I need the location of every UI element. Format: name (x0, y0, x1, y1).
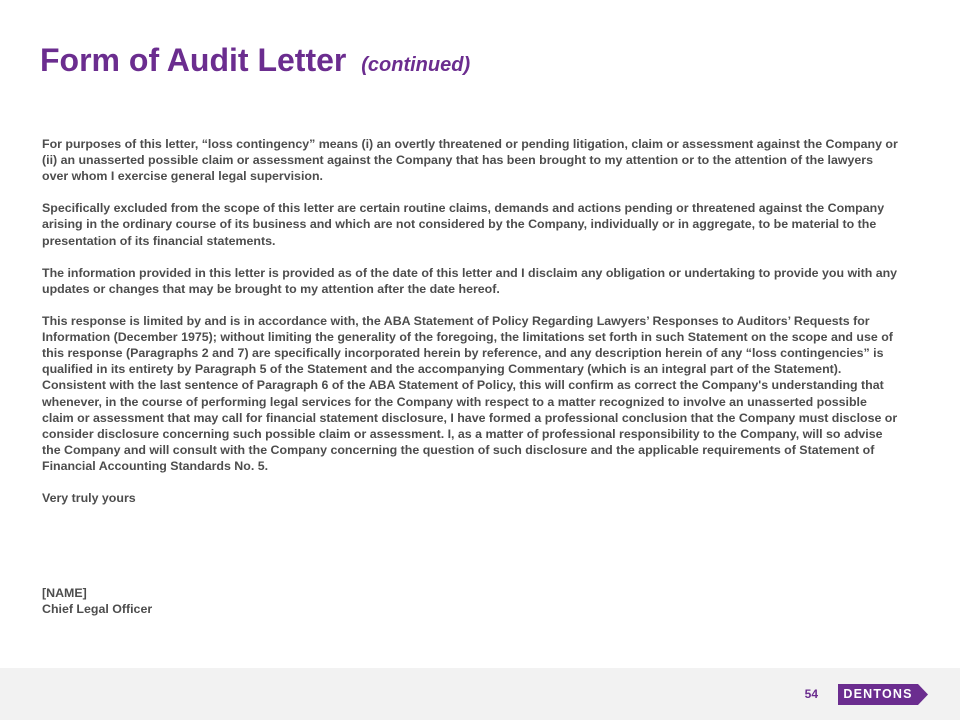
paragraph-loss-contingency: For purposes of this letter, “loss contingency” means (i) an overtly threatened or pending litigation, claim or assessment against the Company or (ii) an unasserted possible claim or assessment against the Company that has been brought to my attention or to the attention of the lawyers over whom I exercise general legal supervision. (42, 137, 898, 184)
paragraph-information-date: The information provided in this letter is provided as of the date of this letter and I disclaim any obligation or undertaking to provide you with any updates or changes that may be brought to my attention after the date hereof. (42, 265, 898, 296)
title-text: Form of Audit Letter (40, 42, 347, 78)
dentons-logo (838, 684, 928, 705)
page-number: 54 (804, 687, 818, 701)
title-subtitle: (continued) (361, 54, 471, 76)
paragraph-exclusions: Specifically excluded from the scope of this letter are certain routine claims, demands and actions pending or threatened against the Company arising in the ordinary course of its business and which are not considered by the Company, individually or in aggregate, to be material to the presentation of its financial statements. (42, 201, 885, 248)
logo-wordmark: DENTONS (843, 687, 913, 701)
signatory-position: Chief Legal Officer (42, 602, 153, 617)
paragraph-aba-statement: This response is limited by and is in accordance with, the ABA Statement of Policy Regarding Lawyers’ Responses to Auditors’ Requests for Information (December 1975); without limiting the generality of the foregoing, the limitations set forth in such Statement on the scope and use of this response (Paragraphs 2 and 7) are specifically incorporated herein by reference, and any description herein of any “loss contingencies” is qualified in its entirety by Paragraph 5 of the Statement and the accompanying Commentary (which is an integral part of the Statement). Consistent with the last sentence of Paragraph 6 of the ABA Statement of Policy, this will confirm as correct the Company's understanding that whenever, in the course of performing legal services for the Company with respect to a matter recognized to involve an unasserted possible claim or assessment that may call for financial statement disclosure, I have formed a professional conclusion that the Company must disclose or consider disclosure concerning such possible claim or assessment. I, as a matter of professional responsibility to the Company, will so advise the Company and will consult with the Company concerning the question of such disclosure and the applicable requirements of Statement of Financial Accounting Standards No. 5. (42, 314, 898, 473)
letter-body (42, 136, 898, 522)
closing-salutation: Very truly yours (42, 491, 136, 506)
signature-block (42, 585, 152, 617)
signatory-name: [NAME] (42, 586, 87, 600)
footer-bar (0, 668, 960, 720)
page-title (40, 40, 470, 85)
